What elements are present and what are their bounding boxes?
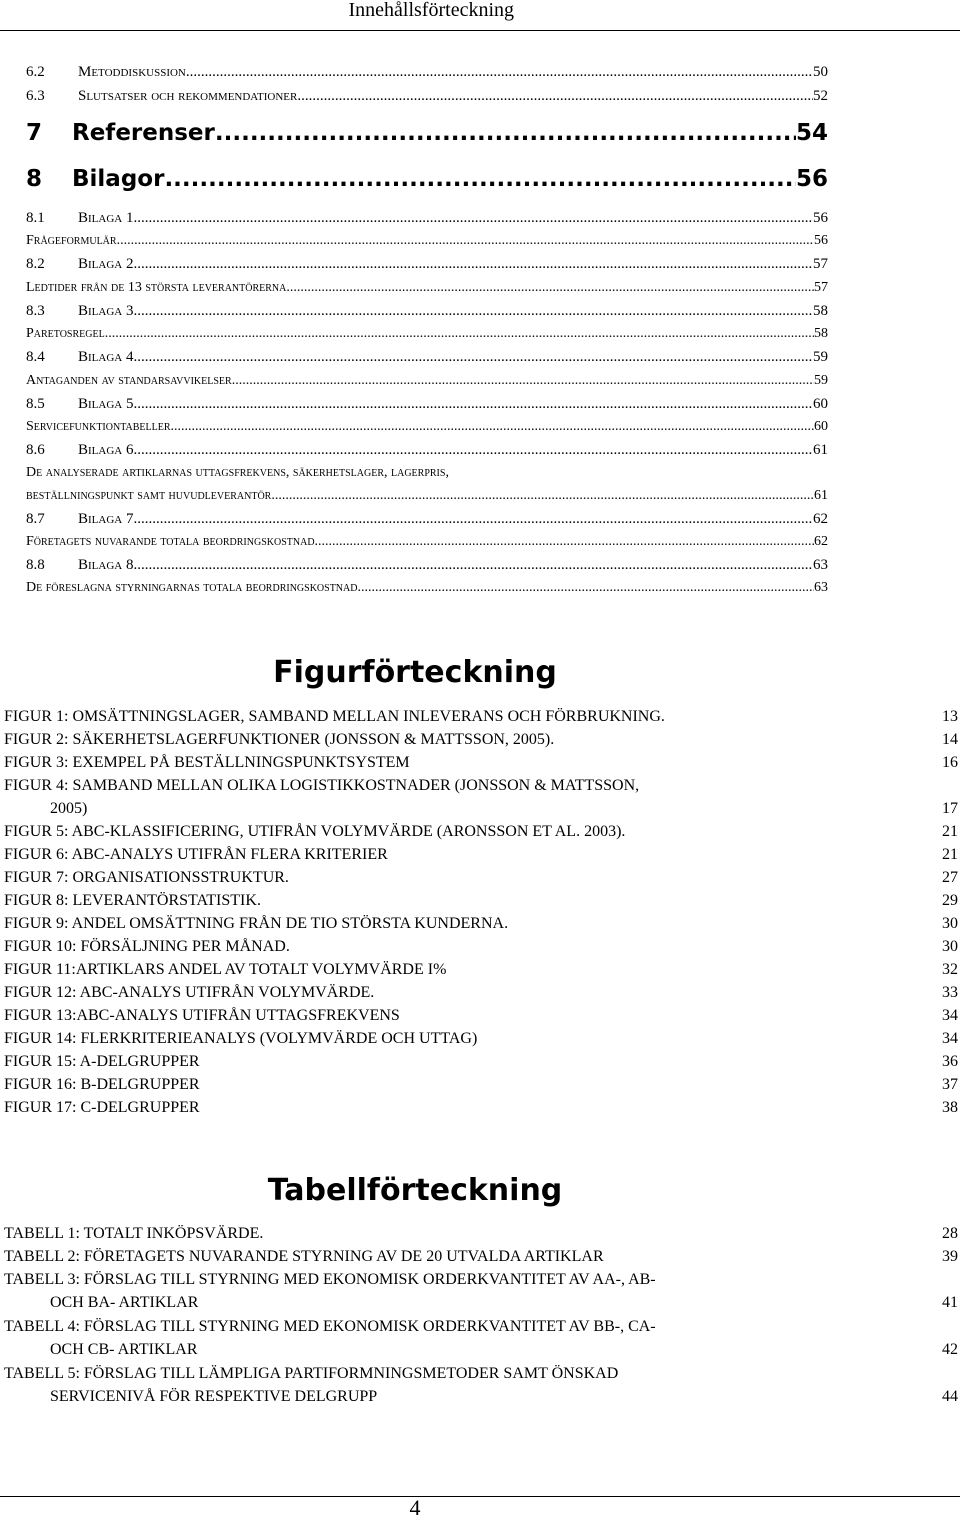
- figure-list-item[interactable]: [4, 776, 958, 820]
- toc-entry-page: 60: [813, 396, 828, 412]
- toc-entry-number: 8.7: [26, 511, 45, 527]
- figure-list-item[interactable]: [4, 1029, 958, 1049]
- toc-entry-page: 50: [813, 64, 828, 80]
- list-item-title: FIGUR 12: ABC-ANALYS UTIFRÅN VOLYMVÄRDE.: [4, 984, 375, 1001]
- figure-list-item[interactable]: [4, 753, 958, 773]
- list-item-page: 14: [942, 731, 958, 748]
- figure-list-item[interactable]: [4, 868, 958, 888]
- list-item-page: 16: [942, 754, 958, 771]
- toc-entry-number: 8: [26, 166, 43, 192]
- toc-entry-title: beställningspunkt samt huvudleverantör: [26, 488, 272, 503]
- list-item-title: FIGUR 8: LEVERANTÖRSTATISTIK.: [4, 892, 261, 909]
- toc-entry-title: Bilagor: [72, 166, 165, 192]
- figure-list-item[interactable]: [4, 914, 958, 934]
- toc-entry-page: 52: [813, 88, 828, 104]
- toc-leader-dots: [133, 396, 813, 413]
- toc-leader-dots: [357, 580, 814, 596]
- toc-entry-page: 61: [814, 488, 828, 503]
- toc-entry[interactable]: [26, 120, 828, 150]
- toc-entry-number: 8.2: [26, 256, 45, 272]
- toc-entry-number: 8.5: [26, 396, 45, 412]
- toc-entry-page: 63: [814, 580, 828, 595]
- toc-entry-title: Paretosregel: [26, 326, 105, 341]
- page-header-title: Innehållsförteckning: [348, 0, 514, 21]
- toc-entry-number: 8.8: [26, 557, 45, 573]
- list-item-title-continued: OCH BA- ARTIKLAR: [50, 1294, 199, 1311]
- list-item-title: FIGUR 14: FLERKRITERIEANALYS (VOLYMVÄRDE OCH UTTAG): [4, 1030, 478, 1047]
- toc-entry-title: Slutsatser och rekommendationer: [78, 88, 298, 104]
- toc-entry-title: Frågeformulär: [26, 233, 117, 248]
- toc-entry[interactable]: [26, 303, 828, 320]
- toc-entry-number: 6.3: [26, 88, 45, 104]
- list-item-page: 32: [942, 961, 958, 978]
- toc-entry-page: 57: [814, 280, 828, 295]
- toc-leader-dots: [215, 120, 796, 146]
- list-item-title-continued: SERVICENIVÅ FÖR RESPEKTIVE DELGRUPP: [50, 1388, 378, 1405]
- list-item-title: TABELL 4: FÖRSLAG TILL STYRNING MED EKONOMISK ORDERKVANTITET AV BB-, CA-: [4, 1318, 656, 1335]
- toc-entry-page: 63: [813, 557, 828, 573]
- figure-list-item[interactable]: [4, 1006, 958, 1026]
- list-item-title: FIGUR 6: ABC-ANALYS UTIFRÅN FLERA KRITERIER: [4, 846, 388, 863]
- toc-leader-dots: [133, 210, 813, 227]
- list-item-title: FIGUR 9: ANDEL OMSÄTTNING FRÅN DE TIO STÖRSTA KUNDERNA.: [4, 915, 509, 932]
- list-item-title: FIGUR 3: EXEMPEL PÅ BESTÄLLNINGSPUNKTSYSTEM: [4, 754, 410, 771]
- list-item-title: FIGUR 5: ABC-KLASSIFICERING, UTIFRÅN VOLYMVÄRDE (ARONSSON ET AL. 2003).: [4, 823, 626, 840]
- toc-entry[interactable]: [26, 326, 828, 342]
- list-item-title: FIGUR 17: C-DELGRUPPER: [4, 1099, 200, 1116]
- toc-entry[interactable]: [26, 373, 828, 389]
- toc-entry-title: Antaganden av standarsavvikelser: [26, 373, 232, 388]
- list-item-page: 34: [942, 1030, 958, 1047]
- list-item-page: 33: [942, 984, 958, 1001]
- figure-list-item[interactable]: [4, 960, 958, 980]
- toc-entry[interactable]: [26, 557, 828, 574]
- toc-entry-title: Ledtider från de 13 största leverantörerna: [26, 280, 287, 295]
- list-item-page: 28: [942, 1225, 958, 1242]
- toc-leader-dots: [271, 488, 814, 504]
- toc-leader-dots: [171, 419, 814, 435]
- list-item-title: TABELL 5: FÖRSLAG TILL LÄMPLIGA PARTIFORMNINGSMETODER SAMT ÖNSKAD: [4, 1365, 619, 1382]
- toc-entry[interactable]: [26, 210, 828, 227]
- toc-entry-number: 8.1: [26, 210, 45, 226]
- toc-entry-title: Bilaga 7: [78, 511, 134, 527]
- toc-leader-dots: [133, 349, 813, 366]
- list-item-page: 34: [942, 1007, 958, 1024]
- toc-leader-dots: [133, 303, 813, 320]
- toc-leader-dots: [186, 64, 813, 81]
- toc-entry-title: Företagets nuvarande totala beordringskostnad: [26, 534, 315, 549]
- list-item-title: FIGUR 10: FÖRSÄLJNING PER MÅNAD.: [4, 938, 290, 955]
- list-item-page: 13: [942, 708, 958, 725]
- toc-leader-dots: [117, 233, 814, 249]
- figure-list-item[interactable]: [4, 1098, 958, 1118]
- toc-entry[interactable]: [26, 534, 828, 550]
- toc-leader-dots: [286, 280, 814, 296]
- toc-entry-title: De analyserade artiklarnas uttagsfrekvens, säkerhetslager, lagerpris,: [26, 465, 449, 480]
- toc-leader-dots: [164, 166, 796, 192]
- toc-entry-page: 56: [814, 233, 828, 248]
- toc-leader-dots: [105, 326, 814, 342]
- list-item-page: 42: [942, 1341, 958, 1358]
- figure-list-item[interactable]: [4, 1052, 958, 1072]
- toc-entry[interactable]: [26, 511, 828, 528]
- list-item-title-continued: 2005): [50, 800, 88, 817]
- list-item-page: 39: [942, 1248, 958, 1265]
- header-rule: [0, 30, 960, 31]
- list-item-page: 29: [942, 892, 958, 909]
- list-item-page: 36: [942, 1053, 958, 1070]
- toc-entry[interactable]: [26, 64, 828, 81]
- toc-entry[interactable]: [26, 349, 828, 366]
- toc-entry[interactable]: [26, 442, 828, 459]
- table-list-item[interactable]: [4, 1247, 958, 1267]
- toc-entry[interactable]: [26, 396, 828, 413]
- toc-entry-page: 62: [813, 511, 828, 527]
- list-item-title: FIGUR 4: SAMBAND MELLAN OLIKA LOGISTIKKOSTNADER (JONSSON & MATTSSON,: [4, 777, 640, 794]
- toc-entry-page: 59: [814, 373, 828, 388]
- toc-entry-title: Bilaga 6: [78, 442, 134, 458]
- toc-entry-title: Bilaga 1: [78, 210, 134, 226]
- page-number: 4: [409, 1495, 421, 1520]
- figure-list-item[interactable]: [4, 891, 958, 911]
- toc-entry-number: 8.6: [26, 442, 45, 458]
- toc-leader-dots: [133, 442, 813, 459]
- toc-entry[interactable]: [26, 280, 828, 296]
- toc-leader-dots: [133, 511, 813, 528]
- toc-entry[interactable]: [26, 233, 828, 249]
- list-item-page: 30: [942, 915, 958, 932]
- toc-entry-page: 61: [813, 442, 828, 458]
- toc-leader-dots: [133, 256, 813, 273]
- toc-entry-title: Metoddiskussion: [78, 64, 186, 80]
- list-item-page: 21: [942, 823, 958, 840]
- toc-entry[interactable]: [26, 488, 828, 504]
- toc-leader-dots: [297, 88, 813, 105]
- list-item-page: 17: [942, 800, 958, 817]
- toc-entry-page: 57: [813, 256, 828, 272]
- list-item-page: 38: [942, 1099, 958, 1116]
- list-item-title: FIGUR 11:ARTIKLARS ANDEL AV TOTALT VOLYMVÄRDE I%: [4, 961, 447, 978]
- toc-leader-dots: [133, 557, 813, 574]
- toc-entry-page: 58: [813, 303, 828, 319]
- toc-entry-title: Bilaga 5: [78, 396, 134, 412]
- list-item-title: TABELL 3: FÖRSLAG TILL STYRNING MED EKONOMISK ORDERKVANTITET AV AA-, AB-: [4, 1271, 656, 1288]
- figure-list-item[interactable]: [4, 707, 958, 727]
- figure-list-item[interactable]: [4, 822, 958, 842]
- figure-list-item[interactable]: [4, 983, 958, 1003]
- list-item-title: FIGUR 13:ABC-ANALYS UTIFRÅN UTTAGSFREKVENS: [4, 1007, 400, 1024]
- figure-list-item[interactable]: [4, 730, 958, 750]
- list-item-page: 21: [942, 846, 958, 863]
- toc-entry-title: Referenser: [72, 120, 215, 146]
- toc-entry-page: 56: [795, 166, 828, 192]
- toc-entry-title: Servicefunktiontabeller: [26, 419, 171, 434]
- table-list-item[interactable]: [4, 1317, 958, 1361]
- toc-entry[interactable]: [26, 256, 828, 273]
- list-item-page: 27: [942, 869, 958, 886]
- toc-entry-page: 56: [813, 210, 828, 226]
- toc-entry-title: Bilaga 2: [78, 256, 134, 272]
- toc-entry-title: Bilaga 8: [78, 557, 134, 573]
- figure-list-item[interactable]: [4, 1075, 958, 1095]
- toc-entry[interactable]: [26, 166, 828, 196]
- toc-entry-number: 8.4: [26, 349, 45, 365]
- list-item-title: TABELL 1: TOTALT INKÖPSVÄRDE.: [4, 1225, 264, 1242]
- toc-entry[interactable]: [26, 88, 828, 105]
- toc-entry[interactable]: [26, 465, 828, 481]
- toc-entry-number: 8.3: [26, 303, 45, 319]
- list-item-title: TABELL 2: FÖRETAGETS NUVARANDE STYRNING AV DE 20 UTVALDA ARTIKLAR: [4, 1248, 604, 1265]
- list-item-title: FIGUR 2: SÄKERHETSLAGERFUNKTIONER (JONSSON & MATTSSON, 2005).: [4, 731, 555, 748]
- toc-entry-number: 6.2: [26, 64, 45, 80]
- list-item-title: FIGUR 1: OMSÄTTNINGSLAGER, SAMBAND MELLAN INLEVERANS OCH FÖRBRUKNING.: [4, 708, 665, 725]
- toc-leader-dots: [232, 373, 814, 389]
- toc-entry-page: 58: [814, 326, 828, 341]
- toc-entry-page: 59: [813, 349, 828, 365]
- table-list-item[interactable]: [4, 1364, 958, 1408]
- list-item-page: 44: [942, 1388, 958, 1405]
- list-item-page: 30: [942, 938, 958, 955]
- toc-leader-dots: [315, 534, 814, 550]
- toc-entry[interactable]: [26, 580, 828, 596]
- toc-entry-title: De föreslagna styrningarnas totala beordringskostnad: [26, 580, 358, 595]
- toc-entry-number: 7: [26, 120, 43, 146]
- toc-entry-page: 62: [814, 534, 828, 549]
- toc-entry[interactable]: [26, 419, 828, 435]
- toc-entry-page: 54: [795, 120, 828, 146]
- table-list-heading: Tabellförteckning: [267, 1173, 563, 1208]
- toc-entry-title: Bilaga 3: [78, 303, 134, 319]
- list-item-title: FIGUR 15: A-DELGRUPPER: [4, 1053, 200, 1070]
- list-item-title: FIGUR 7: ORGANISATIONSSTRUKTUR.: [4, 869, 289, 886]
- figure-list-item[interactable]: [4, 845, 958, 865]
- list-item-page: 37: [942, 1076, 958, 1093]
- list-item-page: 41: [942, 1294, 958, 1311]
- toc-entry-page: 60: [814, 419, 828, 434]
- figure-list-item[interactable]: [4, 937, 958, 957]
- list-item-title: FIGUR 16: B-DELGRUPPER: [4, 1076, 200, 1093]
- list-item-title-continued: OCH CB- ARTIKLAR: [50, 1341, 198, 1358]
- table-list-item[interactable]: [4, 1270, 958, 1314]
- figure-list-heading: Figurförteckning: [273, 655, 557, 690]
- table-list-item[interactable]: [4, 1224, 958, 1244]
- toc-entry-title: Bilaga 4: [78, 349, 134, 365]
